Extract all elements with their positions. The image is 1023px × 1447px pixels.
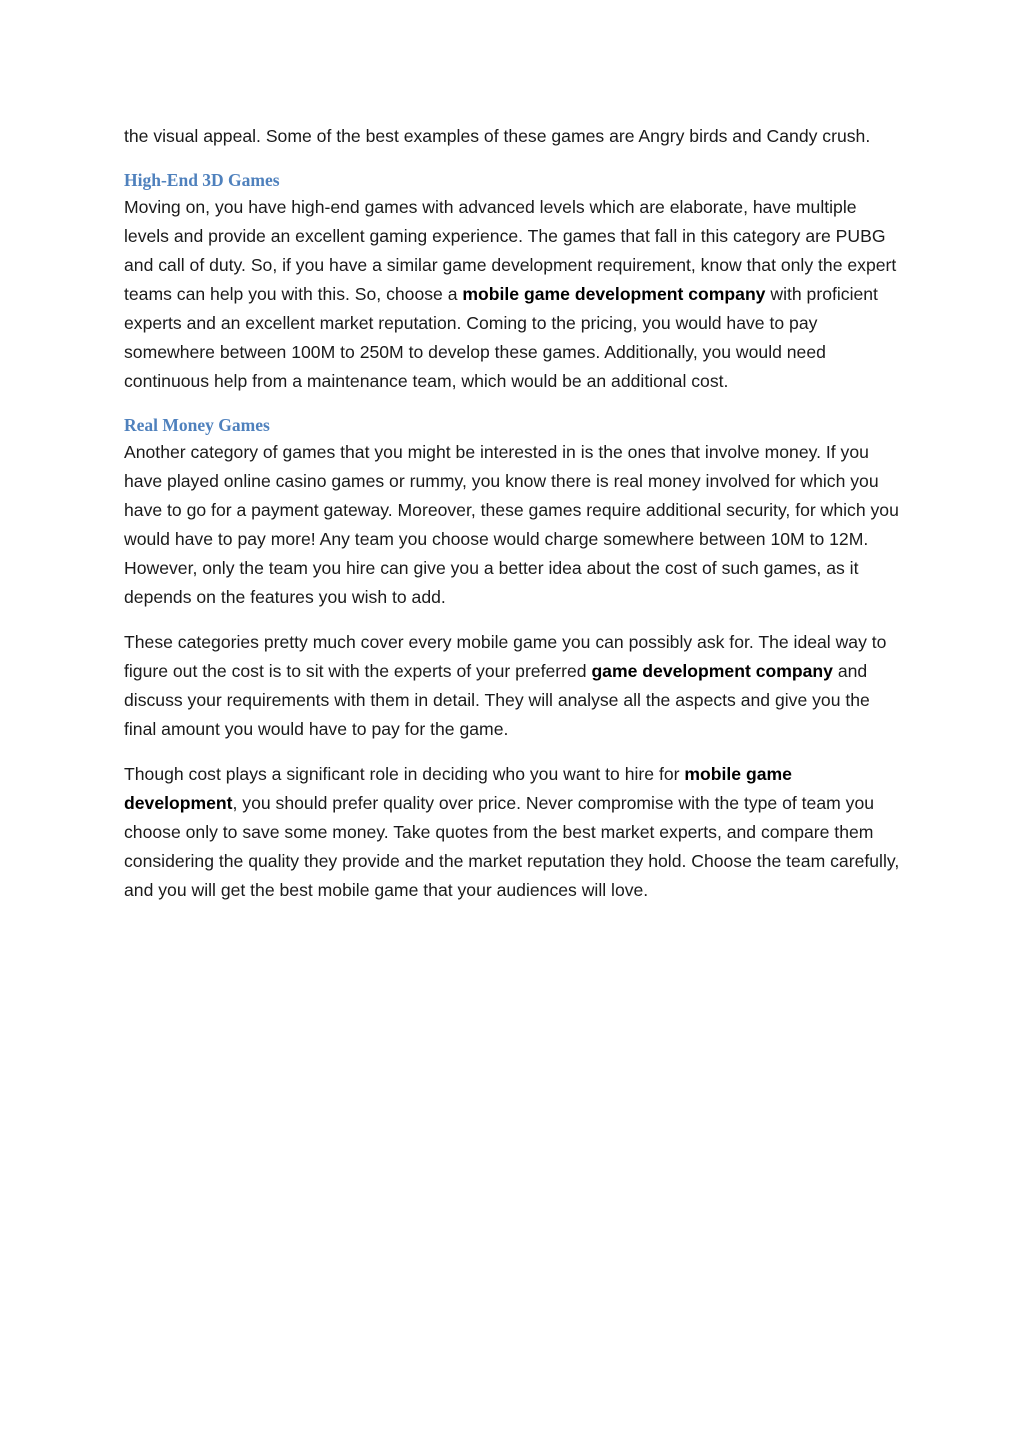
paragraph-text: and discuss your requirements with them in detail. They will analyse all the aspects and give you the final amount you would have to pay for the game.: [124, 661, 870, 739]
bold-keyword: mobile game development: [124, 764, 792, 813]
paragraph-text: Another category of games that you might be interested in is the ones that involve money. If you have played online casino games or rummy, you know there is real money involved for which you have to go for a payment gateway. Moreover, these games require additional security, for which you would have to pay more! Any team you choose would charge somewhere between 10M to 12M. However, only the team you hire can give you a better idea about the cost of such games, as it depends on the features you wish to add.: [124, 442, 899, 607]
paragraph-high-end-3d-games: [124, 193, 904, 396]
document-body: [124, 122, 904, 921]
section-heading-real-money-games: Real Money Games: [124, 415, 270, 435]
section-heading-high-end-3d-games: High-End 3D Games: [124, 170, 280, 190]
paragraph-categories-summary: [124, 628, 904, 744]
paragraph-intro-continuation: [124, 122, 904, 151]
paragraph-text: Though cost plays a significant role in deciding who you want to hire for: [124, 764, 685, 784]
paragraph-text: These categories pretty much cover every mobile game you can possibly ask for. The ideal way to figure out the cost is to sit with the experts of your preferred: [124, 632, 887, 681]
paragraph-conclusion: [124, 760, 904, 905]
paragraph-text: , you should prefer quality over price. Never compromise with the type of team you choose only to save some money. Take quotes from the best market experts, and compare them considering the quality they provide and the market reputation they hold. Choose the team carefully, and you will get the best mobile game that your audiences will love.: [124, 793, 900, 900]
bold-keyword: game development company: [591, 661, 833, 681]
paragraph-real-money-games: [124, 438, 904, 612]
paragraph-text: with proficient experts and an excellent market reputation. Coming to the pricing, you would have to pay somewhere between 100M to 250M to develop these games. Additionally, you would need continuous help from a maintenance team, which would be an additional cost.: [124, 284, 878, 391]
paragraph-text: Moving on, you have high-end games with advanced levels which are elaborate, have multiple levels and provide an excellent gaming experience. The games that fall in this category are PUBG and call of duty. So, if you have a similar game development requirement, know that only the expert teams can help you with this. So, choose a: [124, 197, 897, 304]
bold-keyword: mobile game development company: [462, 284, 766, 304]
paragraph-text: the visual appeal. Some of the best examples of these games are Angry birds and Candy crush.: [124, 126, 871, 146]
